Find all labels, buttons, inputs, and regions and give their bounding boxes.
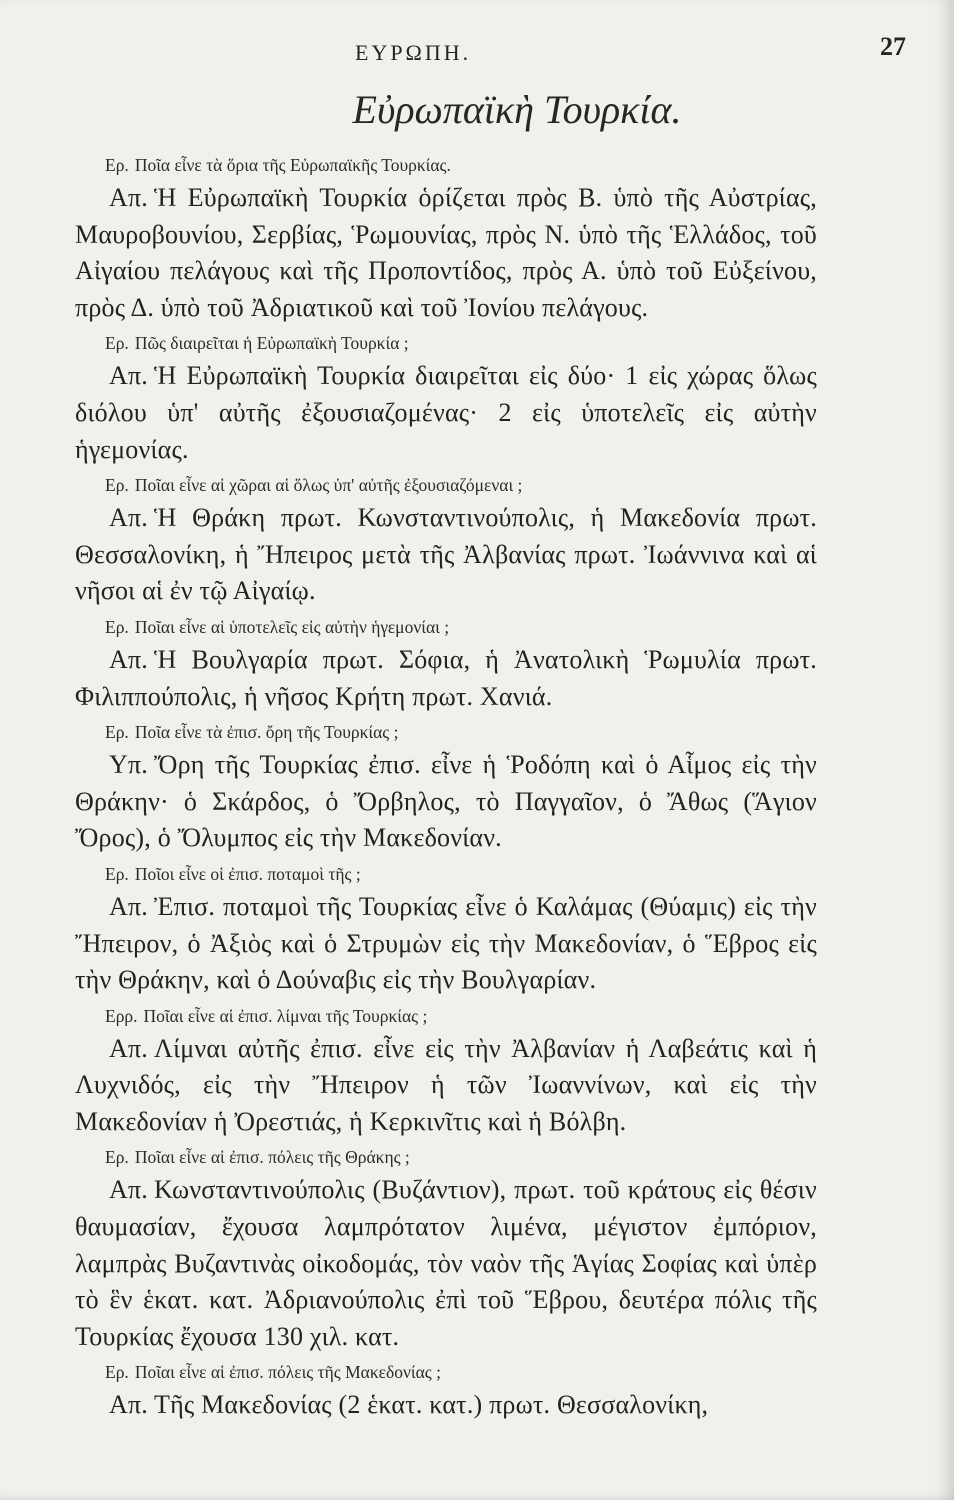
question-label: Ερρ. — [105, 1005, 138, 1026]
question-label: Ερ. — [105, 475, 129, 496]
question-text: Ποῖα εἶνε τὰ ὅρια τῆς Εὐρωπαϊκῆς Τουρκίας. — [134, 155, 451, 175]
question-label: Ερ. — [105, 155, 129, 175]
answer — [75, 500, 817, 610]
text-body — [75, 150, 817, 1426]
question — [75, 1142, 817, 1172]
answer-text: Κωνσταντινούπολις (Βυζάντιον), πρωτ. τοῦ κράτους εἰς θέσιν θαυμασίαν, ἔχουσα λαμπρότατον λιμένα, μέγιστον ἐμπόριον, λαμπρὰς Βυζαντινὰς οἰκοδομάς, τὸν ναὸν τῆς Ἁγίας Σοφίας καὶ ὑπὲρ τὸ ἓν ἑκατ. κατ. Ἀδριανούπολις ἐπὶ τοῦ Ἕβρου, δευτέρα πόλις τῆς Τουρκίας ἔχουσα 130 χιλ. κατ. — [75, 1175, 817, 1351]
answer-text: Λίμναι αὐτῆς ἐπισ. εἶνε εἰς τὴν Ἀλβανίαν ἡ Λαβεάτις καὶ ἡ Λυχνιδός, εἰς τὴν Ἤπειρον ἡ τῶν Ἰωαννίνων, καὶ εἰς τὴν Μακεδονίαν ἡ Ὀρεστιάς, ἡ Κερκινῖτις καὶ ἡ Βόλβη. — [75, 1033, 817, 1136]
answer — [75, 747, 817, 857]
question-label: Ερ. — [105, 863, 129, 884]
question-text: Ποῖαι εἶνε αἱ ἐπισ. λίμναι τῆς Τουρκίας ; — [143, 1005, 428, 1026]
question — [75, 612, 817, 642]
answer-text: Τῆς Μακεδονίας (2 ἑκατ. κατ.) πρωτ. Θεσσαλονίκη, — [154, 1390, 709, 1420]
question-text: Ποῖαι εἶνε αἱ ἐπισ. πόλεις τῆς Θράκης ; — [134, 1147, 410, 1168]
answer-label: Απ. — [109, 1390, 149, 1420]
answer-label: Απ. — [109, 1175, 149, 1205]
answer-text: Ὄρη τῆς Τουρκίας ἐπισ. εἶνε ἡ Ῥοδόπη καὶ ὁ Αἷμος εἰς τὴν Θράκην· ὁ Σκάρδος, ὁ Ὄρβηλος, τὸ Παγγαῖον, ὁ Ἄθως (Ἅγιον Ὄρος), ὁ Ὄλυμπος εἰς τὴν Μακεδονίαν. — [75, 750, 817, 853]
question — [75, 1357, 817, 1387]
answer-label: Υπ. — [109, 750, 149, 780]
question — [75, 328, 817, 358]
answer-label: Απ. — [109, 644, 149, 674]
page-number: 27 — [880, 32, 906, 61]
answer-label: Απ. — [109, 503, 149, 533]
answer-text: Ἡ Βουλγαρία πρωτ. Σόφια, ἡ Ἀνατολικὴ Ῥωμυλία πρωτ. Φιλιππούπολις, ἡ νῆσος Κρήτη πρωτ. Χανιά. — [75, 644, 817, 711]
answer-label: Απ. — [109, 361, 149, 391]
question-label: Ερ. — [105, 616, 129, 637]
answer — [75, 1172, 817, 1355]
answer-text: Ἡ Εὐρωπαϊκὴ Τουρκία ὁρίζεται πρὸς Β. ὑπὸ τῆς Αὐστρίας, Μαυροβουνίου, Σερβίας, Ῥωμουνίας, πρὸς Ν. ὑπὸ τῆς Ἑλλάδος, τοῦ Αἰγαίου πελάγους καὶ τῆς Προποντίδος, πρὸς Α. ὑπὸ τοῦ Εὐξείνου, πρὸς Δ. ὑπὸ τοῦ Ἀδριατικοῦ καὶ τοῦ Ἰονίου πελάγους. — [75, 183, 817, 322]
question-text: Ποῖαι εἶνε αἱ ὑποτελεῖς εἰς αὐτὴν ἡγεμονίαι ; — [134, 616, 450, 637]
answer — [75, 358, 817, 468]
answer-text: Ἡ Θράκη πρωτ. Κωνσταντινούπολις, ἡ Μακεδονία πρωτ. Θεσσαλονίκη, ἡ Ἤπειρος μετὰ τῆς Ἀλβανίας πρωτ. Ἰωάννινα καὶ αἱ νῆσοι αἱ ἐν τῷ Αἰγαίῳ. — [75, 503, 817, 606]
question-label: Ερ. — [105, 722, 129, 743]
answer — [75, 1387, 817, 1424]
answer-label: Απ. — [109, 1033, 149, 1063]
chapter-title: Εὐρωπαϊκὴ Τουρκία. — [352, 87, 682, 132]
answer — [75, 889, 817, 999]
question-text: Ποῖοι εἶνε οἱ ἐπισ. ποταμοὶ τῆς ; — [134, 863, 361, 884]
question-text: Ποῖαι εἶνε αἱ χῶραι αἱ ὅλως ὑπ' αὐτῆς ἐξουσιαζόμεναι ; — [134, 475, 523, 496]
question-text: Ποῖα εἶνε τὰ ἐπισ. ὄρη τῆς Τουρκίας ; — [134, 722, 399, 743]
answer — [75, 1031, 817, 1141]
running-head: ΕΥΡΩΠΗ. — [355, 40, 472, 65]
question — [75, 859, 817, 889]
question — [75, 717, 817, 747]
question — [75, 470, 817, 500]
answer — [75, 180, 817, 326]
answer — [75, 642, 817, 715]
question-text: Ποῖαι εἶνε αἱ ἐπισ. πόλεις τῆς Μακεδονίας ; — [134, 1362, 441, 1383]
question-text: Πῶς διαιρεῖται ἡ Εὐρωπαϊκὴ Τουρκία ; — [134, 333, 409, 354]
answer-text: Ἐπισ. ποταμοὶ τῆς Τουρκίας εἶνε ὁ Καλάμας (Θύαμις) εἰς τὴν Ἤπειρον, ὁ Ἀξιὸς καὶ ὁ Στρυμὼν εἰς τὴν Μακεδονίαν, ὁ Ἕβρος εἰς τὴν Θράκην, καὶ ὁ Δούναβις εἰς τὴν Βουλγαρίαν. — [75, 891, 817, 995]
answer-label: Απ. — [109, 183, 149, 212]
question-label: Ερ. — [105, 1147, 129, 1168]
question-label: Ερ. — [105, 333, 129, 354]
question — [75, 150, 817, 180]
question-label: Ερ. — [105, 1362, 129, 1383]
question — [75, 1001, 817, 1031]
answer-label: Απ. — [109, 891, 149, 921]
answer-text: Ἡ Εὐρωπαϊκὴ Τουρκία διαιρεῖται εἰς δύο· 1 εἰς χώρας ὅλως διόλου ὑπ' αὐτῆς ἐξουσιαζομένας· 2 εἰς ὑποτελεῖς εἰς αὐτὴν ἡγεμονίας. — [75, 361, 817, 464]
